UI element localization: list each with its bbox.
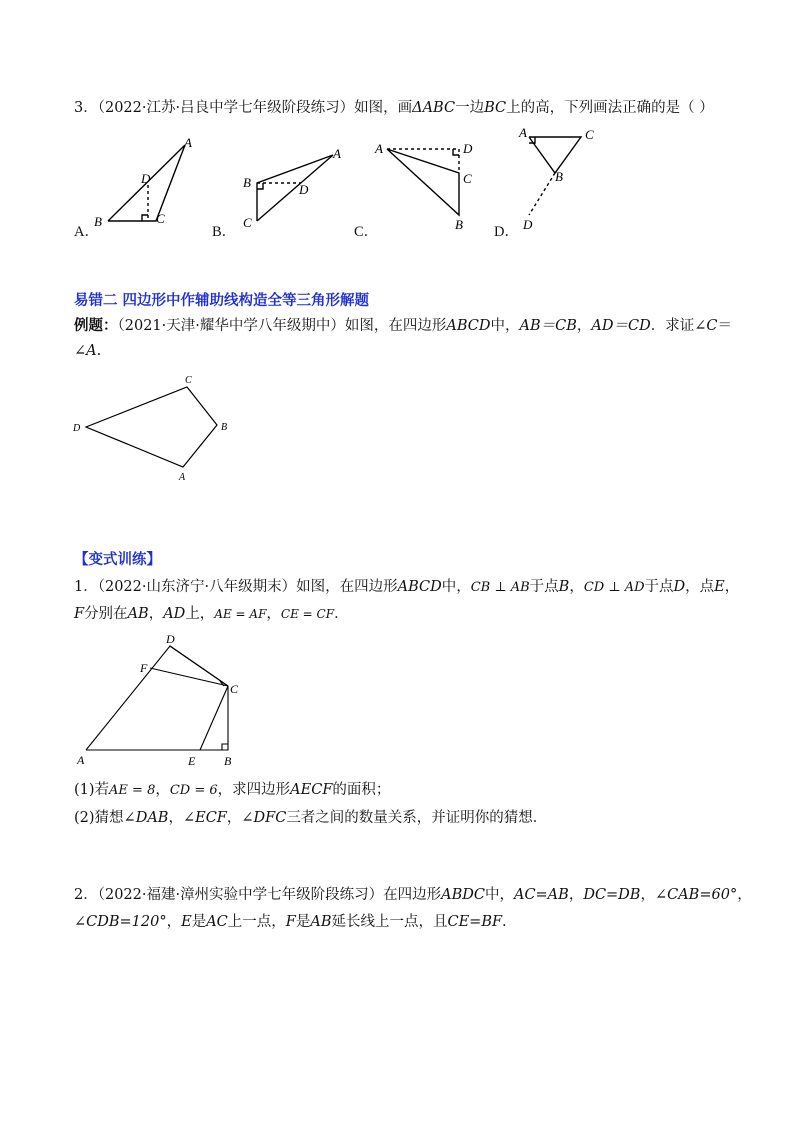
- svg-text:C: C: [185, 375, 192, 386]
- q3-option-b[interactable]: B．: [212, 224, 237, 240]
- svg-text:C: C: [243, 215, 252, 230]
- q3-option-c[interactable]: C．: [354, 224, 379, 240]
- svg-text:D: D: [523, 217, 533, 232]
- v1-subquestion-1: (1)若AE = 8，CD = 6，求四边形AECF的面积；: [74, 782, 391, 798]
- svg-text:D: D: [73, 423, 81, 434]
- example-label: 例题：: [74, 317, 118, 334]
- svg-text:B: B: [94, 214, 102, 229]
- v1-line-2: F分别在AB，AD上，AE = AF，CE = CF．: [74, 606, 349, 622]
- svg-text:B: B: [455, 217, 463, 232]
- svg-text:F: F: [140, 661, 148, 675]
- svg-text:E: E: [188, 754, 196, 768]
- svg-text:B: B: [224, 754, 232, 768]
- q3-figure-c: [375, 135, 485, 235]
- svg-text:C: C: [156, 211, 165, 226]
- q3-stem: 3．（2022·江苏·吕良中学七年级阶段练习）如图，画ΔABC一边BC上的高，下列画法正确的是（ ）: [74, 100, 714, 116]
- q3-figure-d: [515, 125, 615, 235]
- v2-line-1: 2．（2022·福建·漳州实验中学七年级阶段练习）在四边形ABDC中，AC=AB，DC=DB，∠CAB=60°，: [74, 887, 752, 903]
- example-figure-quadrilateral: [70, 372, 250, 487]
- svg-text:C: C: [230, 682, 239, 696]
- svg-text:A: A: [333, 146, 341, 161]
- q3-option-d[interactable]: D．: [494, 224, 519, 240]
- svg-text:D: D: [463, 141, 473, 156]
- q3-source: （2022·江苏·吕良中学七年级阶段练习）: [97, 100, 355, 116]
- section-title-variant-training: 【变式训练】: [74, 552, 161, 568]
- svg-text:A: A: [77, 753, 85, 767]
- svg-text:D: D: [299, 182, 309, 197]
- example-line-1: 例题：（2021·天津·耀华中学八年级期中）如图，在四边形ABCD中，AB＝CB，AD＝CD．求证∠C＝: [74, 317, 732, 334]
- svg-text:A: A: [375, 141, 383, 156]
- v1-line-1: 1．（2022·山东济宁·八年级期末）如图，在四边形ABCD中，CB ⊥ AB于点B，CD ⊥ AD于点D，点E，: [74, 579, 740, 595]
- v1-figure-quadrilateral: [72, 628, 252, 768]
- example-line-2: ∠A.: [74, 343, 102, 359]
- svg-text:A: A: [184, 135, 192, 150]
- v2-line-2: ∠CDB=120°，E是AC上一点，F是AB延长线上一点，且CE=BF.: [74, 914, 507, 930]
- q3-option-a[interactable]: A．: [74, 224, 99, 240]
- q3-figure-b: [235, 135, 355, 235]
- svg-text:B: B: [555, 169, 563, 184]
- svg-text:C: C: [463, 171, 472, 186]
- svg-text:A: A: [179, 472, 186, 483]
- q3-figure-a: [90, 135, 200, 235]
- svg-text:D: D: [141, 171, 151, 186]
- svg-text:B: B: [243, 175, 251, 190]
- q3-number: 3．: [74, 100, 98, 116]
- v1-subquestion-2: (2)猜想∠DAB，∠ECF，∠DFC三者之间的数量关系，并证明你的猜想．: [74, 810, 548, 826]
- section-title-mistake-2: 易错二 四边形中作辅助线构造全等三角形解题: [74, 293, 370, 309]
- svg-text:D: D: [166, 632, 175, 646]
- svg-text:A: A: [519, 125, 527, 140]
- svg-text:B: B: [221, 422, 228, 433]
- svg-text:C: C: [585, 127, 594, 142]
